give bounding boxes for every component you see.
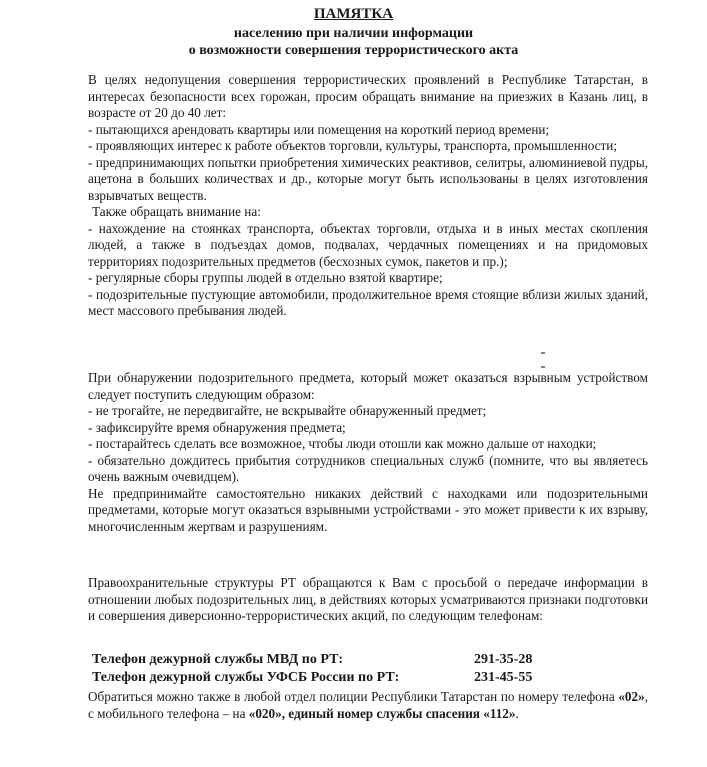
section1-item: - пытающихся арендовать квартиры или помещения на короткий период времени; (88, 121, 550, 137)
section1-item: - предпринимающих попытки приобретения химических реактивов, селитры, алюминиевой пудры, ацетона в больших количествах и др., которые могут быть использованы в целях изготовления взрывчатых веществ. (88, 154, 648, 203)
document-title: ПАМЯТКА (313, 6, 394, 22)
section1-intro: В целях недопущения совершения террористических проявлений в Республике Татарстан, в интересах безопасности всех горожан, просим обращать внимание на приезжих в Казань лиц, в возрасте от 20 до 40 лет: (88, 72, 648, 120)
phone-number: 231-45-55 (474, 670, 533, 685)
scan-artifact (541, 352, 545, 354)
section1-also-item: - нахождение на стоянках транспорта, объектах торговли, отдыха и в иных местах скопления людей, а также в подъездах домов, подвалах, чердачных помещениях и на придомовых территориях подозрительных предметов (бесхозных сумок, пакетов и пр.); (88, 220, 648, 269)
mobile-rescue-number: «020», единый номер службы спасения «112» (248, 706, 516, 721)
section2-item: - постарайтесь сделать все возможное, чтобы люди отошли как можно дальше от находки; (88, 436, 597, 451)
document-subtitle-line2: о возможности совершения террористического акта (188, 43, 519, 58)
section2-item: - зафиксируйте время обнаружения предмета; (88, 419, 346, 435)
phone-label: Телефон дежурной службы УФСБ России по РТ: (92, 670, 400, 685)
section1-item: - проявляющих интерес к работе объектов торговли, культуры, транспорта, промышленности; (88, 138, 618, 153)
section-suspicious-persons (88, 72, 648, 320)
final-text-part1: Обратиться можно также в любой отдел полиции Республики Татарстан по номеру телефона (88, 689, 619, 704)
section-suspicious-object (88, 370, 648, 535)
section-law-enforcement (88, 575, 648, 625)
section2-warning: Не предпринимайте самостоятельно никаких действий с находками или подозрительными предметами, которые могут оказаться взрывными устройствами - это может привести к их взрыву, многочисленным жертвам и разрушениям. (88, 485, 648, 534)
section1-also-heading: Также обращать внимание на: (92, 204, 261, 219)
section3-intro: Правоохранительные структуры РТ обращаются к Вам с просьбой о передаче информации в отношении любых подозрительных лиц, в действиях которых усматриваются признаки подготовки и совершения диверсионно-террористических акций, по следующим телефонам: (88, 575, 648, 623)
phone-label: Телефон дежурной службы МВД по РТ: (92, 652, 344, 667)
scan-artifact (541, 366, 545, 368)
section2-item: - обязательно дождитесь прибытия сотрудников специальных служб (помните, что вы являетесь очень важным очевидцем). (88, 452, 648, 484)
final-text-end: . (515, 706, 519, 721)
phone-number: 291-35-28 (474, 652, 533, 667)
police-number: «02» (618, 689, 645, 704)
section2-intro: При обнаружении подозрительного предмета, который может оказаться взрывным устройством следует поступить следующим образом: (88, 370, 648, 402)
final-paragraph (88, 688, 648, 722)
final-text-part2: , с мобильного телефона – на (88, 689, 648, 721)
section1-also-item: - регулярные сборы группы людей в отдельно взятой квартире; (88, 270, 443, 285)
section2-item: - не трогайте, не передвигайте, не вскрывайте обнаруженный предмет; (88, 403, 487, 418)
section1-also-item: - подозрительные пустующие автомобили, продолжительное время стоящие вблизи жилых зданий, мест массового пребывания людей. (88, 286, 648, 318)
document-subtitle-line1: населению при наличии информации (233, 26, 474, 41)
